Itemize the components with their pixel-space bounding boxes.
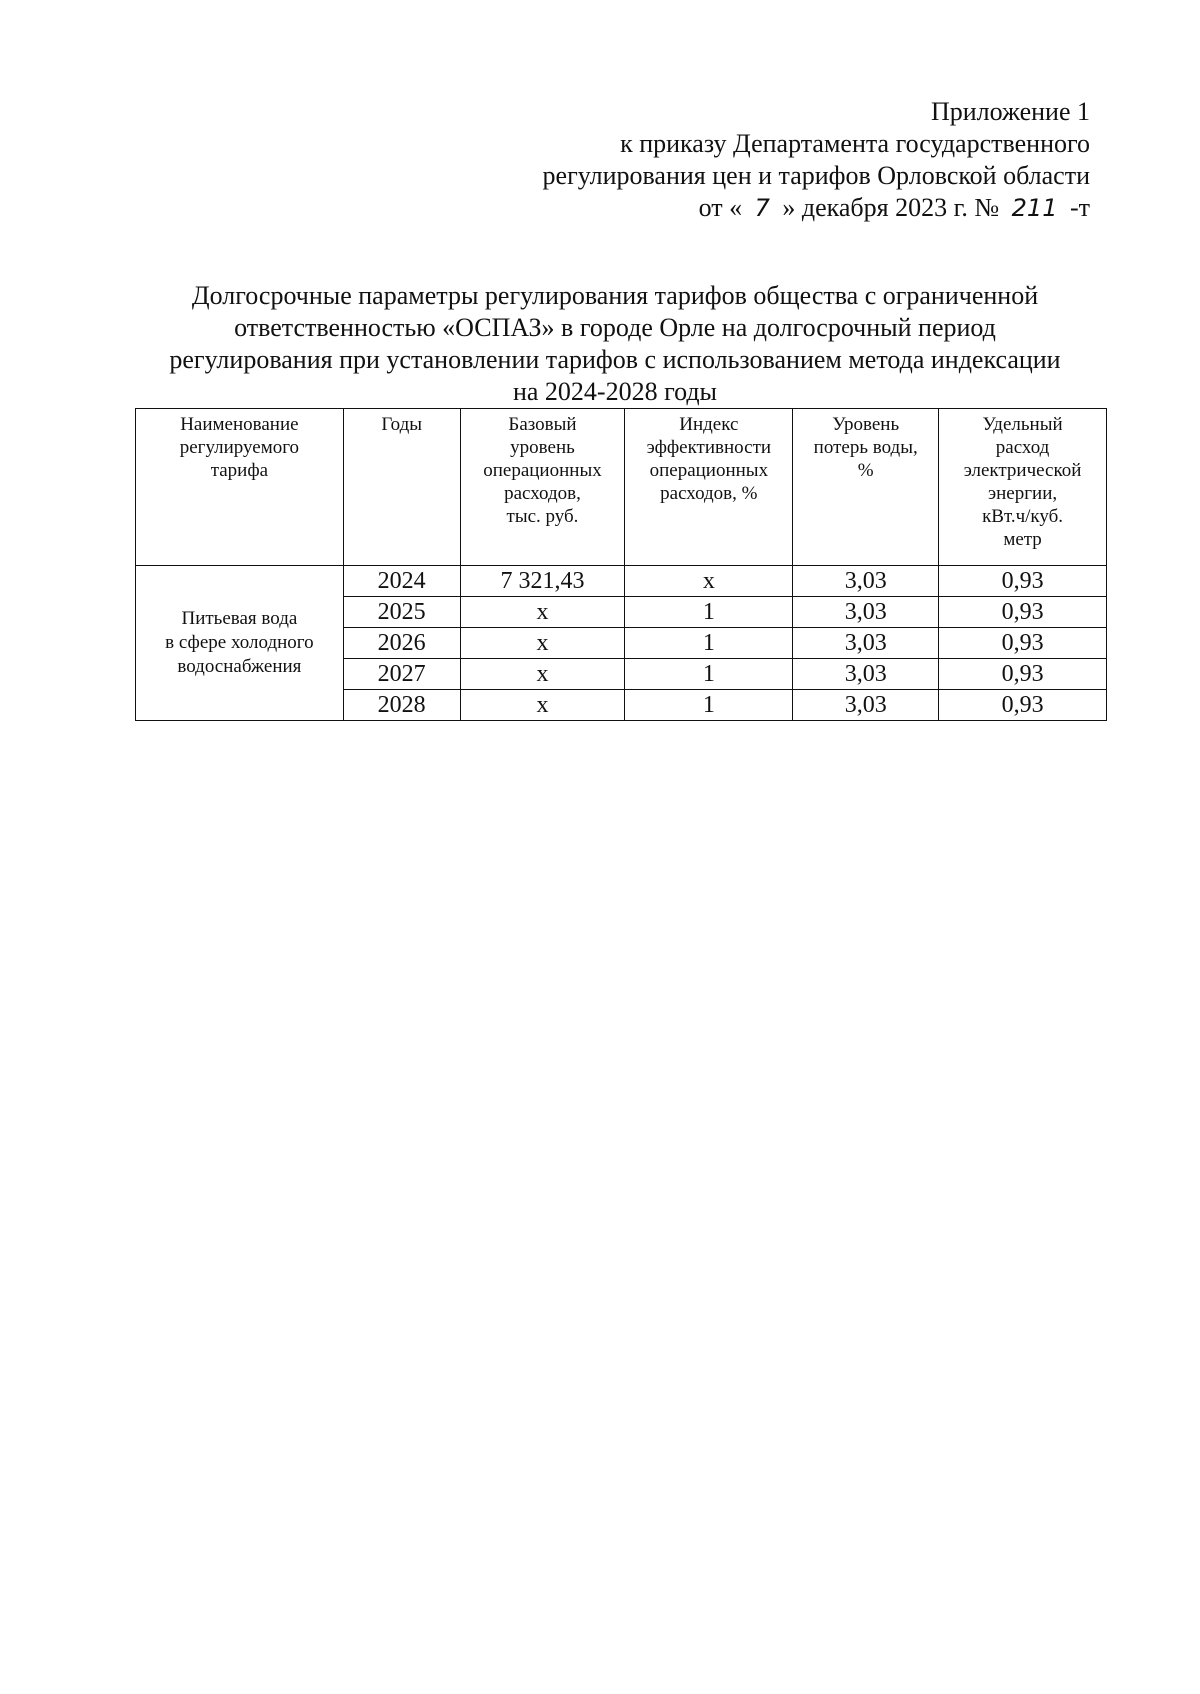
energy-cell: 0,93 (939, 690, 1107, 721)
header-water-loss: Уровень потерь воды, % (793, 409, 939, 566)
handwritten-order-number: 211 (1011, 194, 1058, 222)
tariff-name-cell: Питьевая вода в сфере холодного водоснабжения (136, 566, 344, 721)
efficiency-index-cell: 1 (625, 659, 793, 690)
year-cell: 2027 (343, 659, 460, 690)
parameters-table (135, 408, 1107, 721)
year-cell: 2028 (343, 690, 460, 721)
base-opex-cell: х (460, 628, 625, 659)
water-loss-cell: 3,03 (793, 659, 939, 690)
efficiency-index-cell: 1 (625, 597, 793, 628)
energy-cell: 0,93 (939, 628, 1107, 659)
water-loss-cell: 3,03 (793, 597, 939, 628)
appendix-order-line: к приказу Департамента государственного (620, 129, 1090, 158)
table-row (136, 566, 1107, 597)
water-loss-cell: 3,03 (793, 690, 939, 721)
title-line-3: регулирования при установлении тарифов с использованием метода индексации (169, 345, 1061, 374)
base-opex-cell: х (460, 659, 625, 690)
header-base-opex: Базовый уровень операционных расходов, тыс. руб. (460, 409, 625, 566)
header-years: Годы (343, 409, 460, 566)
title-line-1: Долгосрочные параметры регулирования тарифов общества с ограниченной (191, 281, 1039, 310)
order-number-suffix: -т (1069, 193, 1090, 222)
table-header-row (136, 409, 1107, 566)
energy-cell: 0,93 (939, 597, 1107, 628)
year-cell: 2024 (343, 566, 460, 597)
title-line-4: на 2024-2028 годы (512, 377, 718, 406)
title-line-2: ответственностью «ОСПАЗ» в городе Орле на долгосрочный период (234, 313, 996, 342)
efficiency-index-cell: 1 (625, 628, 793, 659)
appendix-date-line (543, 192, 1090, 224)
appendix-block (543, 96, 1090, 224)
base-opex-cell: х (460, 690, 625, 721)
efficiency-index-cell: 1 (625, 690, 793, 721)
header-tariff-name: Наименование регулируемого тарифа (136, 409, 344, 566)
year-cell: 2025 (343, 597, 460, 628)
efficiency-index-cell: х (625, 566, 793, 597)
appendix-department-line: регулирования цен и тарифов Орловской области (542, 161, 1090, 190)
year-cell: 2026 (343, 628, 460, 659)
handwritten-day: 7 (754, 194, 770, 222)
energy-cell: 0,93 (939, 659, 1107, 690)
water-loss-cell: 3,03 (793, 566, 939, 597)
header-energy-consumption: Удельный расход электрической энергии, кВт.ч/куб. метр (939, 409, 1107, 566)
water-loss-cell: 3,03 (793, 628, 939, 659)
date-prefix: от « (698, 193, 743, 222)
base-opex-cell: 7 321,43 (460, 566, 625, 597)
appendix-title: Приложение 1 (930, 97, 1090, 126)
date-middle: » декабря 2023 г. № (782, 193, 1000, 222)
energy-cell: 0,93 (939, 566, 1107, 597)
header-efficiency-index: Индекс эффективности операционных расходов, % (625, 409, 793, 566)
base-opex-cell: х (460, 597, 625, 628)
document-title (120, 280, 1110, 408)
